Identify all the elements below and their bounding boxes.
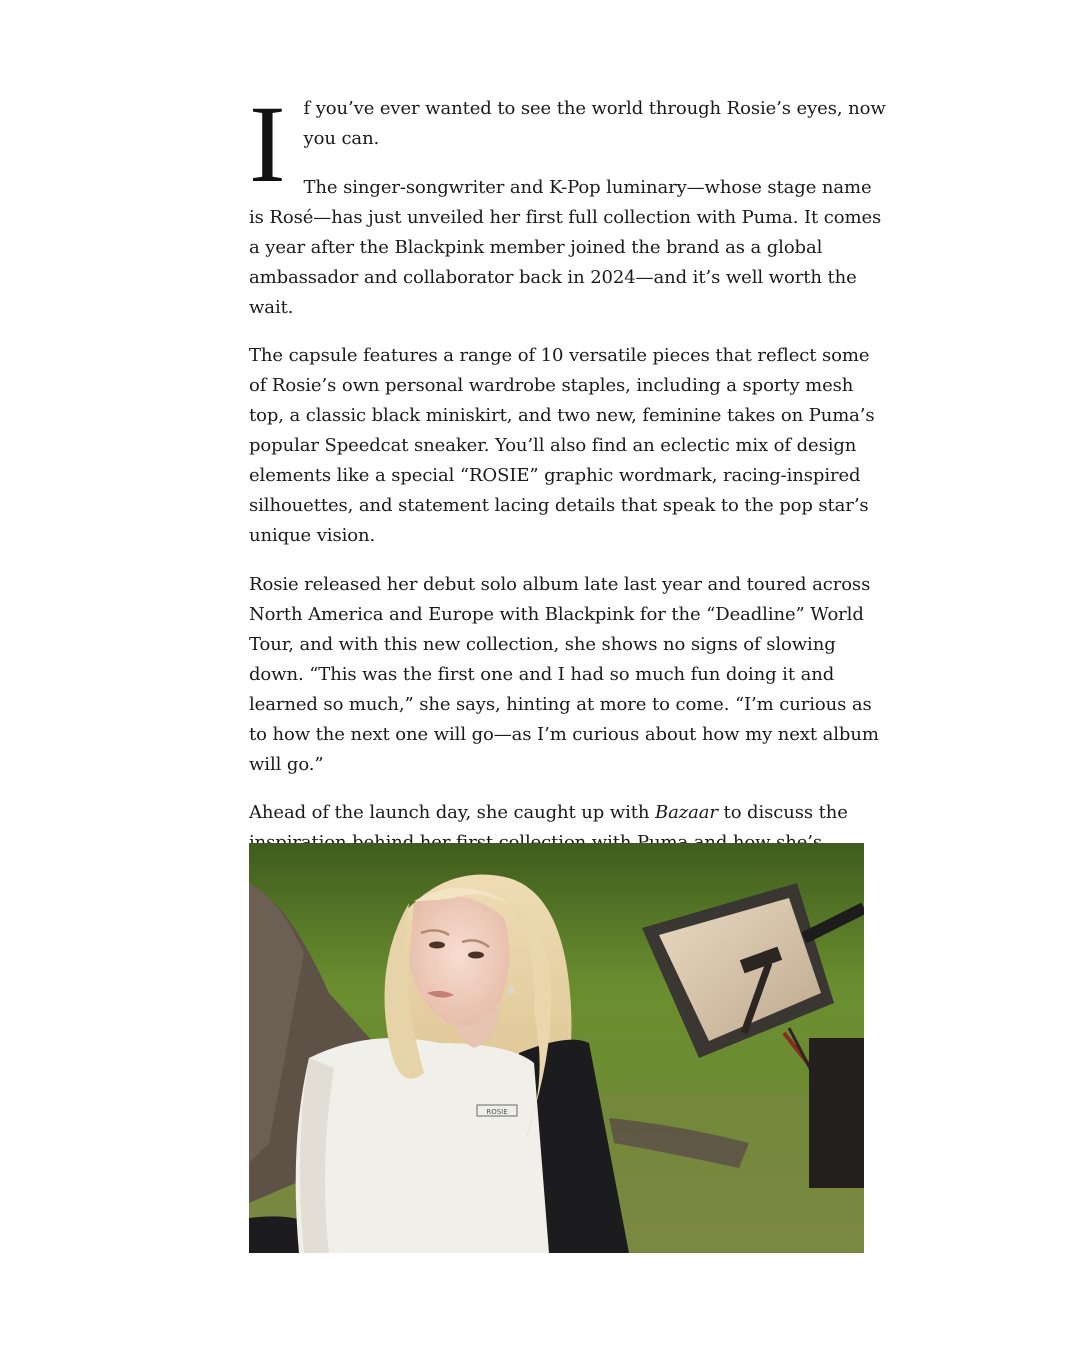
paragraph-3: Rosie released her debut solo album late last year and toured across North America and Europe with Blackpink for the “Deadline” World Tour, and with this new collection, she shows no signs of slowing down. “This was the first one and I had so much fun doing it and learned so much,” she says, hinting at more to come. “I’m curious as to how the next one will go—as I’m curious about how my next album will go.”: [249, 573, 879, 775]
photo-illustration: [249, 843, 864, 1253]
lead-text: f you’ve ever wanted to see the world through Rosie’s eyes, now you can.: [303, 98, 886, 149]
drop-cap: I: [249, 83, 286, 205]
paragraph-2: The capsule features a range of 10 versatile pieces that reflect some of Rosie’s own personal wardrobe staples, including a sporty mesh top, a classic black miniskirt, and two new, feminine takes on Puma’s popular Speedcat sneaker. You’ll also find an eclectic mix of design elements like a special “ROSIE” graphic wordmark, racing-inspired silhouettes, and statement lacing details that speak to the pop star’s unique vision.: [249, 345, 875, 546]
paragraph-1: The singer-songwriter and K-Pop luminary—whose stage name is Rosé—has just unveiled her first full collection with Puma. It comes a year after the Blackpink member joined the brand as a global ambassador and collaborator back in 2024—and it’s well worth the wait.: [249, 176, 882, 318]
publication-name: Bazaar: [655, 802, 718, 823]
paragraph-4-before: Ahead of the launch day, she caught up with: [249, 802, 656, 823]
article-photo: [249, 843, 864, 1253]
paragraph-4-after: to discuss the: [723, 802, 848, 823]
lead-paragraph: [249, 83, 889, 205]
article-body: [249, 83, 889, 937]
shirt-logo: ROSIE: [486, 1108, 508, 1116]
